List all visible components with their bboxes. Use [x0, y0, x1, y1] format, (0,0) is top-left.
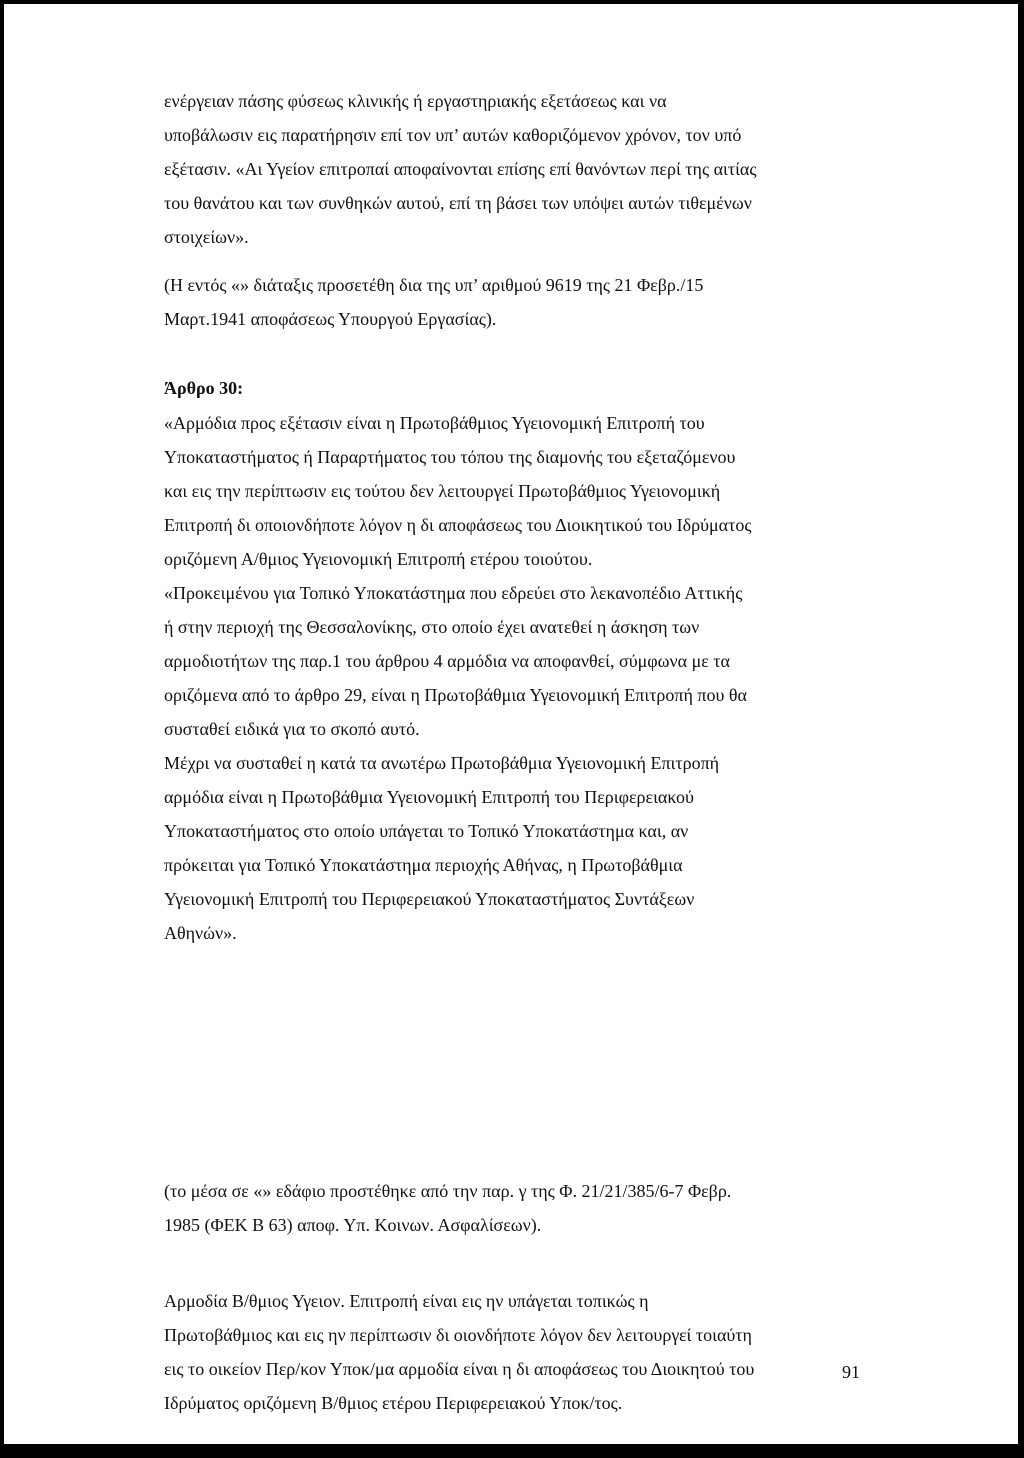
- paragraph-continuation: ενέργειαν πάσης φύσεως κλινικής ή εργαστηριακής εξετάσεως και να υποβάλωσιν εις παρατήρησιν επί τον υπ’ αυτών καθοριζόμενον χρόνον, τον υπό εξέτασιν. «Αι Υγείον επιτροπαί αποφαίνονται επίσης επί θανόντων περί της αιτίας του θανάτου και των συνθηκών αυτού, επί τη βάσει των υπόψει αυτών τιθεμένων στοιχείων».: [164, 91, 757, 247]
- article-heading: Άρθρο 30:: [164, 378, 244, 398]
- article-body: «Αρμόδια προς εξέτασιν είναι η Πρωτοβάθμιος Υγειονομική Επιτροπή του Υποκαταστήματος ή Παραρτήματος του τόπου της διαμονής του εξεταζόμενου και εις την περίπτωσιν εις τούτου δεν λειτουργεί Πρωτοβάθμιος Υγειονομική Επιτροπή δι οποιονδήποτε λόγον η δι αποφάσεως του Διοικητικού του Ιδρύματος οριζόμενη Α/θμιος Υγειονομική Επιτροπή ετέρου τοιούτου. «Προκειμένου για Τοπικό Υποκατάστημα που εδρεύει στο λεκανοπέδιο Αττικής ή στην περιοχή της Θεσσαλονίκης, στο οποίο έχει ανατεθεί η άσκηση των αρμοδιοτήτων της παρ.1 του άρθρου 4 αρμόδια να αποφανθεί, σύμφωνα με τα οριζόμενα από το άρθρο 29, είναι η Πρωτοβάθμια Υγειονομική Επιτροπή που θα συσταθεί ειδικά για το σκοπό αυτό. Μέχρι να συσταθεί η κατά τα ανωτέρω Πρωτοβάθμια Υγειονομική Επιτροπή αρμόδια είναι η Πρωτοβάθμια Υγειονομική Επιτροπή του Περιφερειακού Υποκαταστήματος στο οποίο υπάγεται το Τοπικό Υποκατάστημα και, αν πρόκειται για Τοπικό Υποκατάστημα περιοχής Αθήνας, η Πρωτοβάθμια Υγειονομική Επιτροπή του Περιφερειακού Υποκαταστήματος Συντάξεων Αθηνών».: [164, 413, 752, 943]
- document-page: [4, 4, 1018, 1444]
- page-number: 91: [842, 1362, 860, 1382]
- paragraph-note-1941: (Η εντός «» διάταξις προσετέθη δια της υπ’ αριθμού 9619 της 21 Φεβρ./15 Μαρτ.1941 αποφάσεως Υπουργού Εργασίας).: [164, 275, 704, 329]
- paragraph-secondary-committee: Αρμοδία Β/θμιος Υγειον. Επιτροπή είναι εις ην υπάγεται τοπικώς η Πρωτοβάθμιος και εις ην περίπτωσιν δι οιονδήποτε λόγον δεν λειτουργεί τοιαύτη εις το οικείον Περ/κον Υποκ/μα αρμοδία είναι η δι αποφάσεως του Διοικητού του Ιδρύματος οριζόμενη Β/θμιος ετέρου Περιφερειακού Υποκ/τος.: [164, 1291, 755, 1413]
- paragraph-note-1985: (το μέσα σε «» εδάφιο προστέθηκε από την παρ. γ της Φ. 21/21/385/6-7 Φεβρ. 1985 (ΦΕΚ Β 63) αποφ. Υπ. Κοινων. Ασφαλίσεων).: [164, 1181, 732, 1235]
